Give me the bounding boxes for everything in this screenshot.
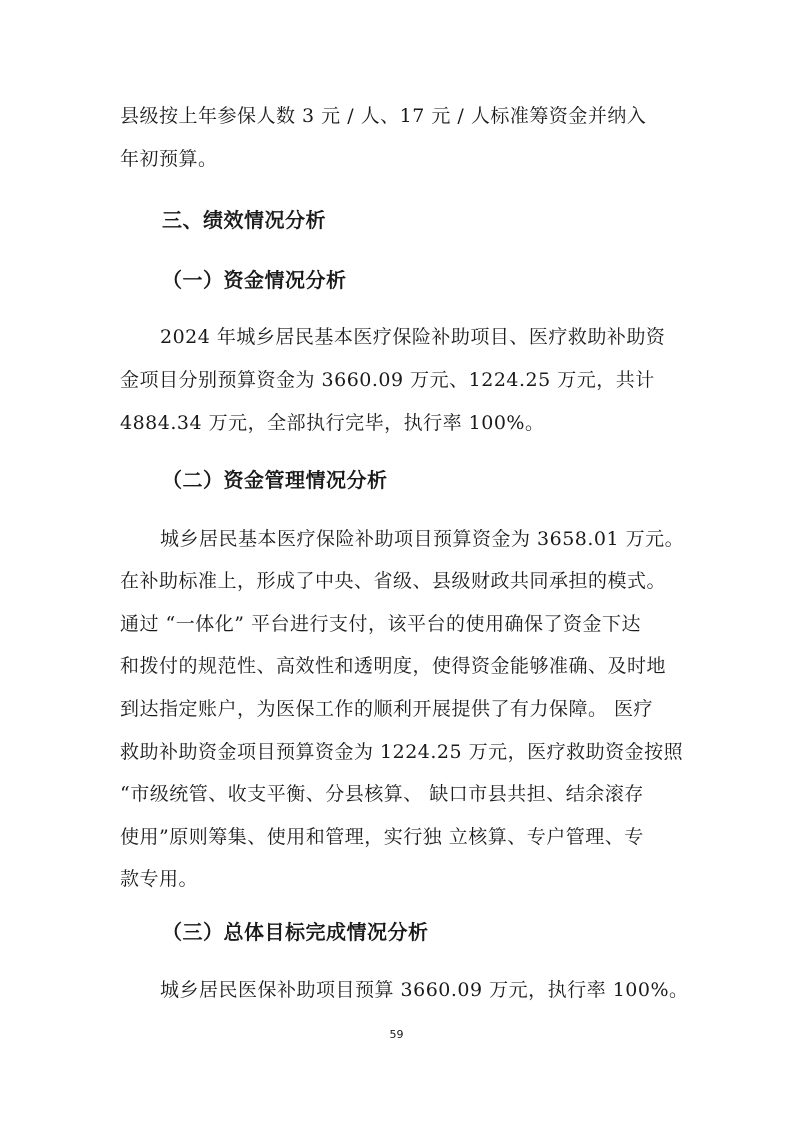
paragraph-line: “市级统管、收支平衡、分县核算、 缺口市县共担、结余滚存 (120, 783, 644, 805)
paragraph-line: 年初预算。 (120, 148, 218, 170)
paragraph-line: 4884.34 万元，全部执行完毕，执行率 100%。 (120, 412, 545, 434)
page-number: 59 (389, 1028, 404, 1041)
subsection-heading: （三）总体目标完成情况分析 (162, 920, 429, 944)
section-heading: 三、绩效情况分析 (162, 208, 326, 232)
paragraph-line: 款专用。 (120, 868, 199, 890)
paragraph-line: 在补助标准上，形成了中央、省级、县级财政共同承担的模式。 (120, 570, 667, 592)
paragraph-line: 2024 年城乡居民基本医疗保险补助项目、医疗救助补助资 (160, 326, 666, 348)
paragraph-line: 救助补助资金项目预算资金为 1224.25 万元，医疗救助资金按照 (120, 741, 684, 763)
paragraph-line: 金项目分别预算资金为 3660.09 万元、1224.25 万元，共计 (120, 369, 655, 391)
paragraph-line: 使用”原则筹集、使用和管理，实行独 立核算、专户管理、专 (120, 826, 644, 848)
paragraph-line: 城乡居民基本医疗保险补助项目预算资金为 3658.01 万元。 (160, 528, 685, 550)
paragraph-line: 县级按上年参保人数 3 元 / 人、17 元 / 人标准筹资金并纳入 (120, 105, 647, 127)
subsection-heading: （二）资金管理情况分析 (162, 468, 388, 492)
paragraph-line: 和拨付的规范性、高效性和透明度，使得资金能够准确、及时地 (120, 655, 667, 677)
paragraph-line: 到达指定账户，为医保工作的顺利开展提供了有力保障。 医疗 (120, 698, 654, 720)
paragraph-line: 通过 “一体化” 平台进行支付，该平台的使用确保了资金下达 (120, 613, 642, 635)
subsection-heading: （一）资金情况分析 (162, 268, 347, 292)
paragraph-line: 城乡居民医保补助项目预算 3660.09 万元，执行率 100%。 (160, 979, 689, 1001)
